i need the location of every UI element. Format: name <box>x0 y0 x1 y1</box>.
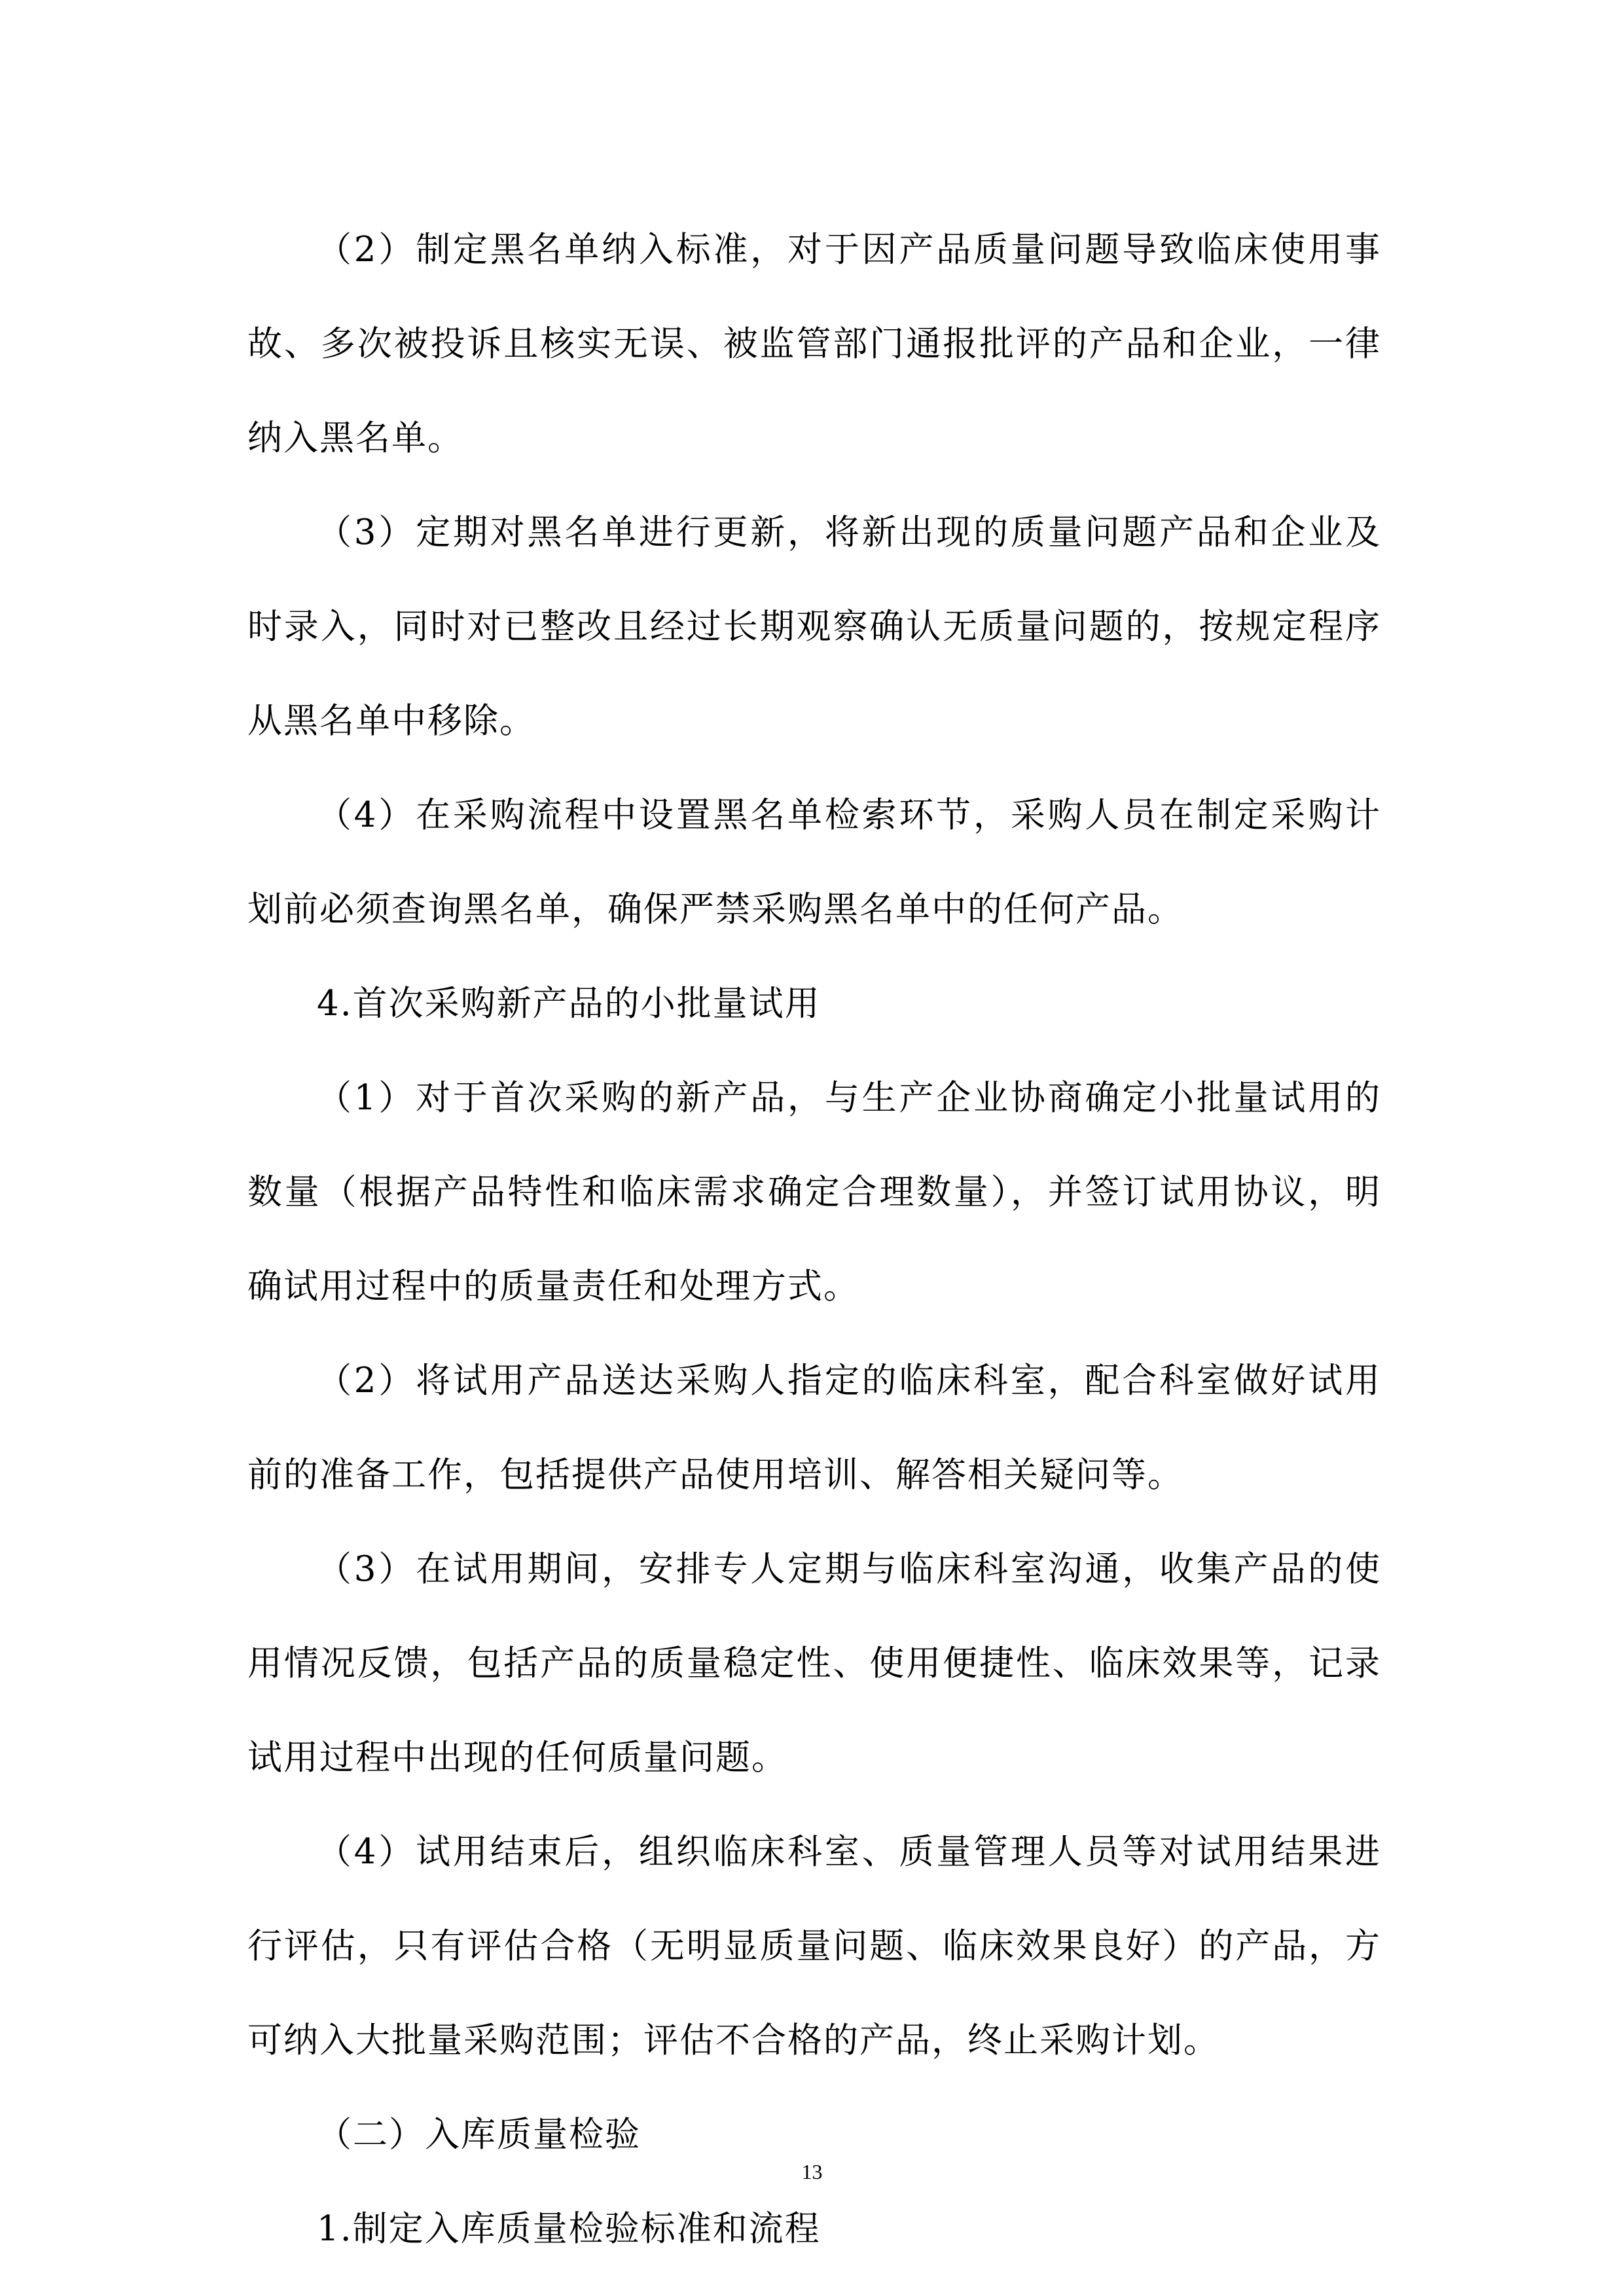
paragraph-blacklist-update: （3）定期对黑名单进行更新，将新出现的质量问题产品和企业及时录入，同时对已整改且经过长期观察确认无质量问题的，按规定程序从黑名单中移除。 <box>247 512 1381 741</box>
heading-trial-purchase: 4.首次采购新产品的小批量试用 <box>317 984 821 1024</box>
paragraph-blacklist-criteria: （2）制定黑名单纳入标准，对于因产品质量问题导致临床使用事故、多次被投诉且核实无误、被监管部门通报批评的产品和企业，一律纳入黑名单。 <box>247 230 1381 458</box>
paragraph-trial-delivery: （2）将试用产品送达采购人指定的临床科室，配合科室做好试用前的准备工作，包括提供产品使用培训、解答相关疑问等。 <box>247 1361 1381 1495</box>
document-body <box>247 203 1381 2276</box>
paragraph-trial-evaluation: （4）试用结束后，组织临床科室、质量管理人员等对试用结果进行评估，只有评估合格（无明显质量问题、临床效果良好）的产品，方可纳入大批量采购范围；评估不合格的产品，终止采购计划。 <box>247 1832 1381 2060</box>
paragraph-blacklist-check: （4）在采购流程中设置黑名单检索环节，采购人员在制定采购计划前必须查询黑名单，确保严禁采购黑名单中的任何产品。 <box>247 795 1381 929</box>
page-number: 13 <box>801 2160 823 2183</box>
heading-inbound-inspection: （二）入库质量检验 <box>317 2115 641 2155</box>
paragraph-trial-feedback: （3）在试用期间，安排专人定期与临床科室沟通，收集产品的使用情况反馈，包括产品的质量稳定性、使用便捷性、临床效果等，记录试用过程中出现的任何质量问题。 <box>247 1549 1381 1778</box>
paragraph-trial-quantity: （1）对于首次采购的新产品，与生产企业协商确定小批量试用的数量（根据产品特性和临床需求确定合理数量），并签订试用协议，明确试用过程中的质量责任和处理方式。 <box>247 1078 1381 1306</box>
heading-inspection-standards: 1.制定入库质量检验标准和流程 <box>317 2209 821 2249</box>
